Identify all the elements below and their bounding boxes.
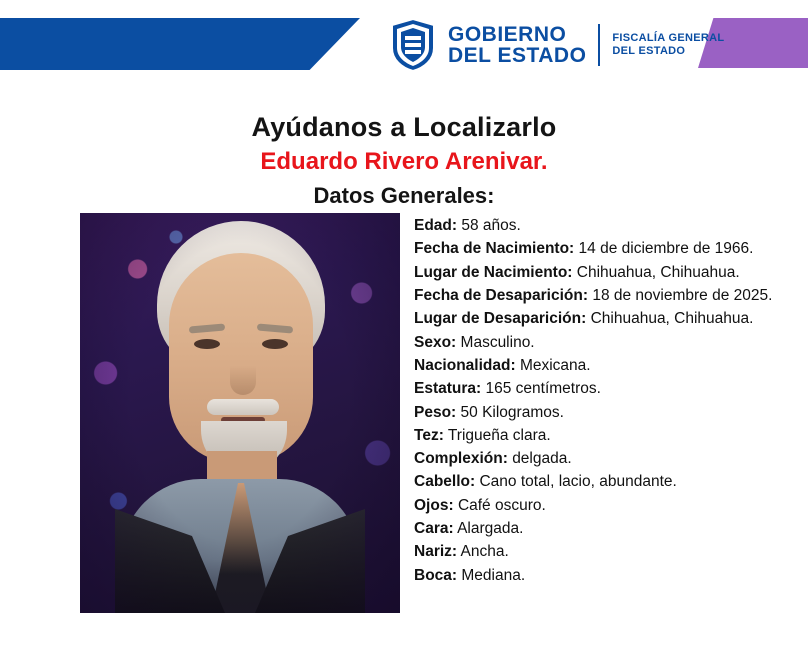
photo-nose: [230, 353, 256, 395]
photo-figure: [115, 213, 365, 613]
detail-value: Cano total, lacio, abundante.: [479, 473, 677, 491]
photo-mustache: [207, 399, 279, 415]
detail-row: [414, 378, 788, 400]
detail-label: Lugar de Nacimiento:: [414, 263, 573, 281]
fiscalia-title: [612, 32, 724, 57]
detail-value: 50 Kilogramos.: [460, 403, 564, 421]
detail-row: [414, 285, 788, 307]
detail-value: Mediana.: [461, 566, 526, 584]
detail-value: 18 de noviembre de 2025.: [592, 286, 773, 304]
detail-row: [414, 541, 788, 563]
fiscalia-line-1: FISCALÍA GENERAL: [612, 32, 725, 45]
poster-body: [0, 213, 808, 613]
detail-label: Fecha de Desaparición:: [414, 286, 589, 304]
detail-label: Fecha de Nacimiento:: [414, 240, 575, 258]
photo-eye-right: [262, 339, 288, 349]
detail-label: Peso:: [414, 403, 457, 421]
missing-person-name: Eduardo Rivero Arenivar.: [260, 148, 548, 175]
detail-value: Mexicana.: [519, 356, 591, 374]
detail-value: Chihuahua, Chihuahua.: [590, 310, 754, 328]
government-shield-icon: [390, 18, 436, 72]
gob-line-2: DEL ESTADO: [448, 44, 587, 67]
detail-label: Sexo:: [414, 333, 457, 351]
detail-label: Lugar de Desaparición:: [414, 310, 587, 328]
detail-row: [414, 238, 788, 260]
details-list: [400, 213, 788, 613]
detail-label: Cabello:: [414, 473, 476, 491]
detail-row: [414, 402, 788, 424]
detail-label: Complexión:: [414, 450, 508, 468]
detail-row: [414, 215, 788, 237]
detail-value: Masculino.: [460, 333, 535, 351]
detail-label: Tez:: [414, 426, 444, 444]
detail-value: 58 años.: [461, 217, 521, 234]
detail-row: [414, 471, 788, 493]
detail-row: [414, 495, 788, 517]
detail-label: Ojos:: [414, 496, 454, 514]
detail-row: [414, 425, 788, 447]
fiscalia-line-2: DEL ESTADO: [612, 45, 686, 57]
photo-eye-left: [194, 339, 220, 349]
government-logo: [390, 18, 724, 72]
government-title: [448, 24, 586, 66]
detail-row: [414, 262, 788, 284]
logo-divider: [598, 24, 600, 66]
detail-row: [414, 308, 788, 330]
detail-label: Cara:: [414, 520, 454, 538]
detail-value: Chihuahua, Chihuahua.: [576, 263, 740, 281]
detail-value: 14 de diciembre de 1966.: [578, 240, 754, 258]
page-title: Ayúdanos a Localizarlo: [251, 112, 557, 142]
detail-value: Trigueña clara.: [447, 426, 551, 444]
detail-row: [414, 332, 788, 354]
detail-label: Edad:: [414, 217, 458, 234]
detail-row: [414, 448, 788, 470]
detail-label: Nacionalidad:: [414, 356, 516, 374]
detail-value: Alargada.: [457, 520, 524, 538]
header-blue-band: [0, 18, 360, 70]
detail-label: Boca:: [414, 566, 458, 584]
detail-row: [414, 518, 788, 540]
detail-value: 165 centímetros.: [485, 380, 601, 398]
detail-row: [414, 565, 788, 587]
gob-line-1: GOBIERNO: [448, 23, 567, 46]
section-title-datos-generales: Datos Generales:: [313, 183, 495, 208]
detail-row: [414, 355, 788, 377]
detail-value: Café oscuro.: [457, 496, 546, 514]
detail-value: Ancha.: [460, 543, 509, 561]
detail-value: delgada.: [512, 450, 572, 468]
missing-person-photo: [80, 213, 400, 613]
detail-label: Nariz:: [414, 543, 458, 561]
poster-header: [0, 0, 808, 90]
detail-label: Estatura:: [414, 380, 482, 398]
